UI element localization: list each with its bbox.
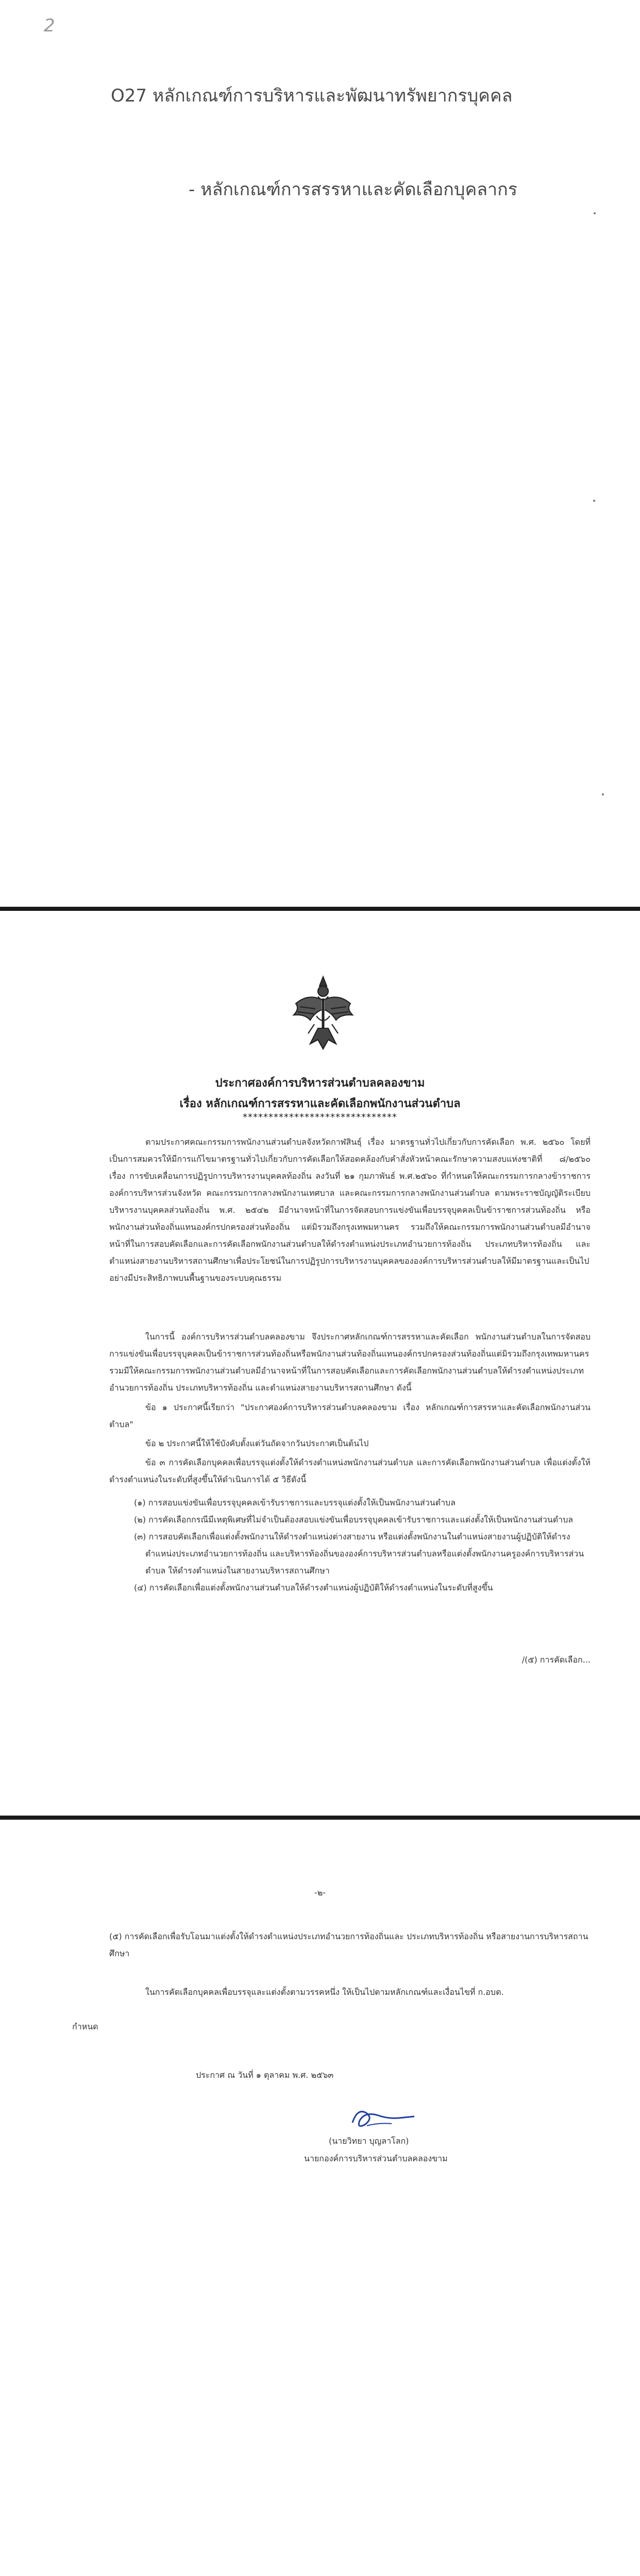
page-number: -๒- bbox=[314, 1888, 326, 1897]
closing-continuation: กำหนด bbox=[72, 2022, 98, 2031]
list-item: (๓) การสอบคัดเลือกเพื่อแต่งตั้งพนักงานให้ดำรงตำแหน่งต่างสายงาน หรือแต่งตั้งพนักงานในตำแหน่งสายงานผู้ปฏิบัติให้ดำรงตำแหน่งประเภทอำนวยการท้องถิ่น และบริหารท้องถิ่นขององค์การบริหารส่วนตำบลหรือแต่งตั้งพนักงานครูองค์การบริหารส่วนตำบล ให้ดำรงตำแหน่งในสายงานบริหารสถานศึกษา bbox=[134, 1532, 584, 1575]
scan-speck bbox=[593, 500, 595, 502]
page-2 bbox=[0, 911, 640, 1816]
page-divider bbox=[0, 1816, 640, 1820]
clause-1: ข้อ ๑ ประกาศนี้เรียกว่า "ประกาศองค์การบริหารส่วนตำบลคลองขาม เรื่อง หลักเกณฑ์การสรรหาและคัดเลือกพนักงานส่วนตำบล" bbox=[109, 1402, 591, 1429]
page1-subtitle: - หลักเกณฑ์การสรรหาและคัดเลือกบุคลากร bbox=[189, 179, 517, 200]
signatory-position: นายกองค์การบริหารส่วนตำบลคลองขาม bbox=[304, 2154, 448, 2163]
scan-speck bbox=[594, 212, 596, 214]
page-3 bbox=[0, 1820, 640, 2576]
page1-title: O27 หลักเกณฑ์การบริหารและพัฒนาทรัพยากรบุคคล bbox=[111, 86, 513, 106]
list-item: (๒) การคัดเลือกกรณีมีเหตุพิเศษที่ไม่จำเป็นต้องสอบแข่งขันเพื่อบรรจุบุคคลเข้ารับราชการและแต่งตั้งให้เป็นพนักงานส่วนตำบล bbox=[134, 1515, 574, 1524]
list-item: (๑) การสอบแข่งขันเพื่อบรรจุบุคคลเข้ารับราชการและบรรจุแต่งตั้งให้เป็นพนักงานส่วนตำบล bbox=[134, 1498, 456, 1507]
margin-mark: 2 bbox=[44, 15, 55, 36]
announcement-date: ประกาศ ณ วันที่ ๑ ตุลาคม พ.ศ. ๒๕๖๓ bbox=[196, 2070, 334, 2080]
continued-marker: /(๕) การคัดเลือก... bbox=[521, 1655, 591, 1665]
list-item: (๔) การคัดเลือกเพื่อแต่งตั้งพนักงานส่วนตำบลให้ดำรงตำแหน่งผู้ปฏิบัติให้ดำรงตำแหน่งในระดับที่สูงขึ้น bbox=[134, 1583, 493, 1592]
announcement-subject: เรื่อง หลักเกณฑ์การสรรหาและคัดเลือกพนักงานส่วนตำบล bbox=[179, 1097, 461, 1110]
list-item-5: (๕) การคัดเลือกเพื่อรับโอนมาแต่งตั้งให้ดำรงตำแหน่งประเภทอำนวยการท้องถิ่นและ ประเภทบริหารท้องถิ่น หรือสายงานการบริหารสถานศึกษา bbox=[109, 1931, 588, 1958]
paragraph-announcement: ในการนี้ องค์การบริหารส่วนตำบลคลองขาม จึงประกาศหลักเกณฑ์การสรรหาและคัดเลือก พนักงานส่วนตำบลในการจัดสอบการแข่งขันเพื่อบรรจุบุคคลเป็นข้าราชการส่วนท้องถิ่นหรือพนักงานส่วนท้องถิ่นแทนองค์กรปกครองส่วนท้องถิ่นแต่มิรวมถึงกรุงเทพมหานคร รวมมีให้คณะกรรมการพนักงานส่วนตำบลมีอำนาจหน้าที่ในการสอบคัดเลือกและการคัดเลือกพนักงานส่วนตำบลให้ดำรงตำแหน่งประเภทอำนวยการท้องถิ่น ประเภทบริหารท้องถิ่น และตำแหน่งสายงานบริหารสถานศึกษา ดังนี้ bbox=[109, 1332, 591, 1393]
paragraph-preamble: ตามประกาศคณะกรรมการพนักงานส่วนตำบลจังหวัดกาฬสินธุ์ เรื่อง มาตรฐานทั่วไปเกี่ยวกับการคัดเลือก พ.ศ. ๒๕๖๐ โดยที่เป็นการสมควรให้มีการแก้ไขมาตรฐานทั่วไปเกี่ยวกับการคัดเลือกให้สอดคล้องกับคำสั่งหัวหน้าคณะรักษาความสงบแห่งชาติที่ ๘/๒๕๖๐ เรื่อง การขับเคลื่อนการปฏิรูปการบริหารงานบุคคลท้องถิ่น ลงวันที่ ๒๑ กุมภาพันธ์ พ.ศ.๒๕๖๐ ที่กำหนดให้คณะกรรมการกลางข้าราชการองค์การบริหารส่วนจังหวัด คณะกรรมการกลางพนักงานเทศบาล และคณะกรรมการกลางพนักงานส่วนตำบล ตามพระราชบัญญัติระเบียบบริหารงานบุคคลส่วนท้องถิ่น พ.ศ. ๒๕๔๒ มีอำนาจหน้าที่ในการจัดสอบการแข่งขันเพื่อบรรจุบุคคลเป็นข้าราชการส่วนท้องถิ่น หรือพนักงานส่วนท้องถิ่นแทนองค์กรปกครองส่วนท้องถิ่น แต่มิรวมถึงกรุงเทพมหานคร รวมถึงให้คณะกรรมการพนักงานส่วนตำบลมีอำนาจหน้าที่ในการสอบคัดเลือกและการคัดเลือกพนักงานส่วนตำบลให้ดำรงตำแหน่งประเภทอำนวยการท้องถิ่น ประเภทบริหารท้องถิ่น และตำแหน่งสายงานบริหารสถานศึกษาเพื่อประโยชน์ในการปฏิรูปการบริหารงานบุคคลขององค์การบริหารส่วนตำบลให้มีมาตรฐานและเป็นไปอย่างมีประสิทธิภาพบนพื้นฐานของระบบคุณธรรม bbox=[109, 1137, 591, 1283]
garuda-emblem-icon bbox=[290, 973, 357, 1053]
announcement-title: ประกาศองค์การบริหารส่วนตำบลคลองขาม bbox=[215, 1077, 425, 1090]
handwritten-signature-icon bbox=[342, 2102, 419, 2138]
clause-3: ข้อ ๓ การคัดเลือกบุคคลเพื่อบรรจุแต่งตั้งให้ดำรงตำแหน่งพนักงานส่วนตำบล และการคัดเลือกพนักงานส่วนตำบล เพื่อแต่งตั้งให้ดำรงตำแหน่งในระดับที่สูงขึ้นให้ดำเนินการได้ ๕ วิธีดังนี้ bbox=[109, 1458, 591, 1484]
page-1 bbox=[0, 0, 640, 907]
signatory-name: (นายวิทยา บุญลาโลก) bbox=[329, 2136, 409, 2146]
page-divider bbox=[0, 907, 640, 911]
star-divider: ****************************** bbox=[243, 1112, 397, 1123]
closing-paragraph: ในการคัดเลือกบุคคลเพื่อบรรจุและแต่งตั้งตามวรรคหนึ่ง ให้เป็นไปตามหลักเกณฑ์และเงื่อนไขที่ ก.อบต. bbox=[145, 1987, 504, 1997]
scan-speck bbox=[602, 793, 604, 795]
method-list bbox=[109, 1494, 591, 1596]
clause-2: ข้อ ๒ ประกาศนี้ให้ใช้บังคับตั้งแต่วันถัดจากวันประกาศเป็นต้นไป bbox=[145, 1438, 369, 1448]
